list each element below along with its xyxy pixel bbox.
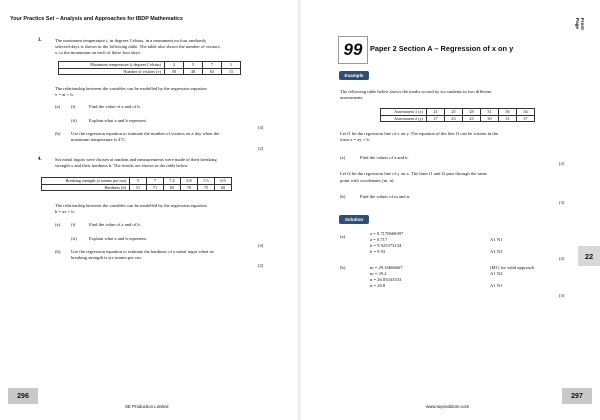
table-cell: 15: [222, 68, 241, 75]
q3-model-1: The relationship between the variables can be modelled by the regression equation: [55, 86, 207, 91]
part-a-marks: [2]: [559, 161, 565, 166]
q3-part-a-ii-label: (ii): [71, 118, 77, 123]
section-title: Paper 2 Section A – Regression of x on y: [370, 44, 514, 53]
question-4-number: 4.: [38, 157, 42, 162]
table-cell: 7.4: [164, 178, 181, 185]
table-cell: 17: [427, 115, 445, 122]
table-cell: 31: [481, 109, 499, 116]
page-number-right: 297: [562, 388, 592, 404]
table-cell: 5: [130, 178, 147, 185]
table-cell: 6.8: [181, 178, 198, 185]
q4-b-marks: [2]: [258, 263, 264, 268]
q4-model-2: h = ax + b.: [55, 209, 75, 214]
table-cell: 63: [203, 68, 222, 75]
solution-line: m = 29.16666667: [370, 265, 403, 270]
table-cell: 48: [184, 68, 203, 75]
solution-mark-note: A1 N2: [490, 271, 503, 276]
question-3-number: 3.: [38, 38, 42, 43]
q3-intro-1: The maximum temperature t, in degrees Celsius, in a monument on four randomly: [55, 38, 207, 43]
example-intro-1: The following table below shows the marks scored by six students in two different: [340, 89, 492, 94]
table-cell: Breaking strength (x tonnes per cm): [42, 178, 130, 185]
q4-part-b-2: breaking strength is six tonnes per cm.: [71, 255, 142, 260]
q4-model-1: The relationship between the variables can be modelled by the regression equation: [55, 203, 207, 208]
footer-publisher: SE Production Limited: [125, 404, 169, 409]
table-cell: 83: [164, 184, 181, 191]
table-cell: 2: [165, 62, 184, 69]
q3-part-b-1: Use the regression equation to estimate the number of visitors on a day when the: [71, 131, 220, 136]
table-cell: 71: [147, 184, 164, 191]
solution-mark-note: A1 N1: [490, 237, 503, 242]
q4-data-table: [41, 177, 232, 191]
page-header: Your Practice Set – Analysis and Approaches for IBDP Mathematics: [10, 16, 183, 22]
table-cell: 23: [463, 115, 481, 122]
solution-b-marks: [3]: [559, 293, 565, 298]
solution-line: m = 29.2: [370, 271, 387, 276]
table-cell: 31: [499, 115, 517, 122]
q3-part-b-2: maximum temperature is 4°C.: [71, 137, 127, 142]
q4-intro-1: Six metal ingots were chosen at random and measurements were made of their breaking: [55, 157, 217, 162]
footer-website: www.seprodstore.com: [426, 404, 470, 409]
line2-point: point with coordinates (m, n).: [340, 178, 395, 183]
table-row: [42, 184, 232, 191]
q4-part-a-label: (a): [55, 222, 61, 227]
q4-part-a-ii: Explain what a and b represent.: [89, 236, 147, 241]
solution-a-label: (a): [340, 234, 346, 239]
table-cell: Maximum temperature (t degrees Celsius): [59, 62, 165, 69]
table-cell: 5: [184, 62, 203, 69]
table-cell: 30: [481, 115, 499, 122]
solution-line: b = 9.93: [370, 249, 386, 254]
solution-b-label: (b): [340, 265, 346, 270]
chapter-badge: 99: [338, 36, 368, 64]
q4-part-a-ii-label: (ii): [71, 236, 77, 241]
q3-a-marks: [4]: [258, 125, 264, 130]
q3-model-2: v = at + b.: [55, 92, 74, 97]
table-cell: 23: [445, 115, 463, 122]
q3-data-table: [58, 61, 241, 75]
solution-a-marks: [2]: [559, 256, 565, 261]
table-cell: 60: [215, 184, 232, 191]
table-cell: Assessment 1 (x): [381, 109, 427, 116]
table-cell: 25: [445, 109, 463, 116]
q4-a-marks: [4]: [258, 243, 264, 248]
solution-line: b = 9.925373134: [370, 243, 402, 248]
table-row: [59, 68, 241, 75]
line2-definition: Let l2 be the regression line of y on x. The lines l1 and l2 pass through the same: [340, 171, 488, 176]
table-cell: 36: [499, 109, 517, 116]
table-cell: 75: [198, 184, 215, 191]
table-row: [42, 178, 232, 185]
q3-intro-2: selected days is shown in the following table. The table also shows the number of visitors,: [55, 44, 221, 49]
table-cell: 28: [463, 109, 481, 116]
q4-part-b-1: Use the regression equation to estimate the hardness of a metal ingot when its: [71, 249, 214, 254]
solution-tag: Solution: [339, 215, 369, 224]
q3-part-a-label: (a): [55, 104, 61, 109]
table-cell: 34: [517, 109, 535, 116]
table-cell: Assessment 2 (y): [381, 115, 427, 122]
table-cell: 7: [203, 62, 222, 69]
q4-part-a-i: Find the value of a and of b.: [89, 222, 141, 227]
line1-form: form x = ay + b.: [340, 137, 370, 142]
page-number-left: 296: [8, 388, 38, 404]
part-a-text: Find the values of a and b.: [360, 155, 409, 160]
side-label: Front Page: [575, 18, 585, 30]
q3-part-b-label: (b): [55, 131, 61, 136]
solution-line: a = 0.717: [370, 237, 388, 242]
solution-mark-note: (M1) for valid approach: [490, 265, 535, 270]
q3-intro-3: v, to the monument on each of these four days.: [55, 50, 141, 55]
q3-part-a-ii: Explain what a and b represent.: [89, 118, 147, 123]
example-data-table: [380, 108, 535, 122]
q4-part-b-label: (b): [55, 249, 61, 254]
q3-part-a-i: Find the value of a and of b.: [89, 104, 141, 109]
q3-part-a-i-label: (i): [71, 104, 76, 109]
table-cell: 50: [165, 68, 184, 75]
table-cell: Hardness (h): [42, 184, 130, 191]
example-intro-2: assessments.: [340, 95, 364, 100]
part-b-marks: [3]: [559, 200, 565, 205]
solution-line: n = 26.8: [370, 283, 386, 288]
table-cell: 21: [427, 109, 445, 116]
q3-b-marks: [2]: [258, 146, 264, 151]
table-cell: Number of visitors (v): [59, 68, 165, 75]
chapter-side-tab: 22: [578, 246, 600, 266]
solution-line: n = 26.83333333: [370, 277, 402, 282]
table-cell: 5.5: [198, 178, 215, 185]
example-tag: Example: [339, 71, 369, 80]
solution-mark-note: A1 N1: [490, 283, 503, 288]
line1-definition: Let l1 be the regression line of x on y. The equation of the line l1 can be written in the: [340, 131, 498, 136]
table-cell: 37: [517, 115, 535, 122]
table-row: [381, 115, 535, 122]
part-b-text: Find the values of m and n.: [360, 194, 411, 199]
q4-part-a-i-label: (i): [71, 222, 76, 227]
table-cell: 6.9: [215, 178, 232, 185]
part-b-label: (b): [340, 194, 346, 199]
solution-line: a = 0.7170668397: [370, 231, 404, 236]
table-cell: 51: [130, 184, 147, 191]
solution-mark-note: A1 N1: [490, 249, 503, 254]
q4-intro-2: strength x and their hardness h. The results are shown in the table below.: [55, 163, 189, 168]
table-cell: 1: [222, 62, 241, 69]
table-cell: 70: [181, 184, 198, 191]
table-cell: 7: [147, 178, 164, 185]
part-a-label: (a): [340, 155, 346, 160]
